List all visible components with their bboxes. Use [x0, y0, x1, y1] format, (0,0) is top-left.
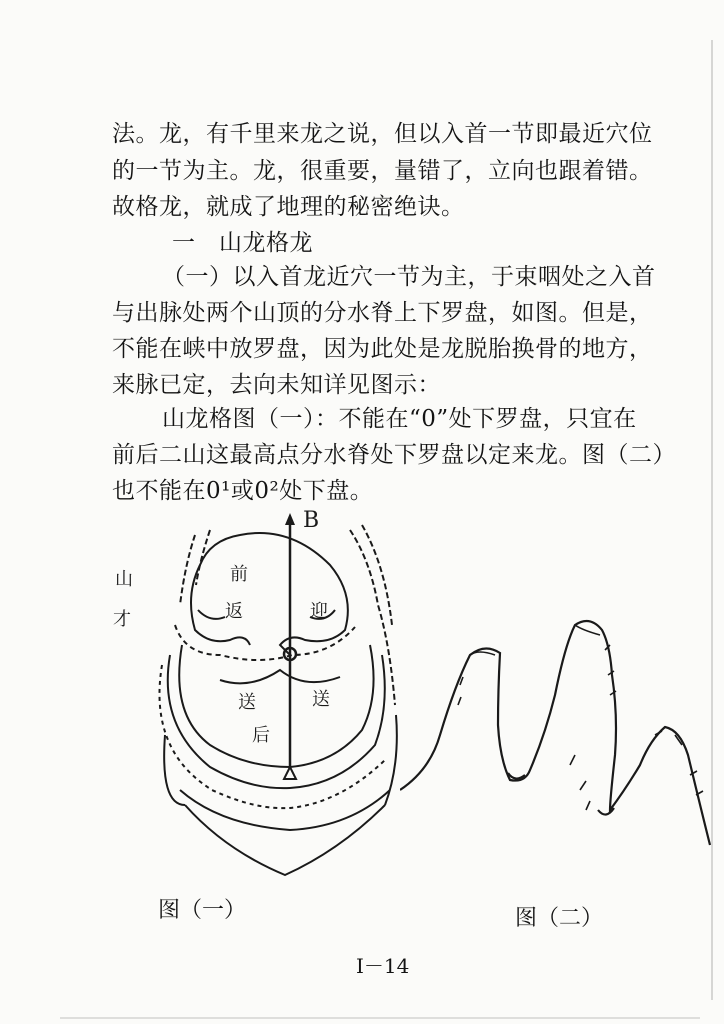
text-line-5: （一）以入首龙近穴一节为主，于束咽处之入首	[162, 264, 656, 290]
side-label-2: 才	[113, 609, 131, 630]
text-line-1: 法。龙，有千里来龙之说，但以入首一节即最近穴位	[112, 121, 653, 147]
mountain-range-outline	[400, 621, 710, 845]
text-line-10: 前后二山这最高点分水脊处下罗盘以定来龙。图（二）	[112, 442, 676, 468]
front-ridge-dashed	[175, 625, 355, 660]
top-arrow-icon	[285, 513, 295, 525]
right-ridge-hatching	[350, 525, 395, 705]
label-back: 后	[252, 725, 270, 746]
outer-contour-3	[164, 715, 397, 875]
back-mountain-outline	[179, 645, 373, 767]
outer-contour-2	[180, 790, 390, 830]
label-front: 前	[230, 564, 248, 585]
front-mountain-outline	[191, 533, 348, 655]
label-top-b: B	[303, 508, 320, 533]
text-line-7: 不能在峡中放罗盘，因为此处是龙脱胎换骨的地方，	[112, 336, 653, 362]
section-heading: 一 山龙格龙	[172, 230, 313, 256]
label-right-upper: 迎	[310, 601, 328, 622]
text-line-11: 也不能在0¹或0²处下盘。	[112, 478, 374, 504]
figure-2-two-peaks-diagram	[400, 605, 720, 875]
text-line-8: 来脉已定，去向未知详见图示：	[112, 372, 441, 398]
side-label-1: 山	[115, 569, 133, 590]
left-ridge-hatching	[180, 530, 210, 605]
figure-1-caption: 图（一）	[158, 898, 247, 923]
text-line-6: 与出脉处两个山顶的分水脊上下罗盘，如图。但是，	[112, 300, 653, 326]
bottom-triangle-icon	[284, 767, 296, 779]
figure-1-mountain-diagram	[100, 505, 420, 895]
label-left-lower: 送	[238, 692, 256, 713]
outer-contour-1	[168, 655, 385, 788]
figure-2-caption: 图（二）	[515, 906, 604, 931]
text-line-2: 的一节为主。龙，很重要，量错了，立向也跟着错。	[112, 158, 653, 184]
back-mountain-upper-arc	[220, 670, 340, 683]
label-left-upper: 返	[225, 601, 243, 622]
text-line-9: 山龙格图（一）：不能在“0”处下罗盘，只宜在	[162, 406, 637, 432]
page-number: I－14	[356, 954, 410, 978]
text-line-3: 故格龙，就成了地理的秘密绝诀。	[112, 194, 465, 220]
label-right-lower: 送	[312, 689, 330, 710]
saddle-mark-1	[508, 773, 525, 779]
